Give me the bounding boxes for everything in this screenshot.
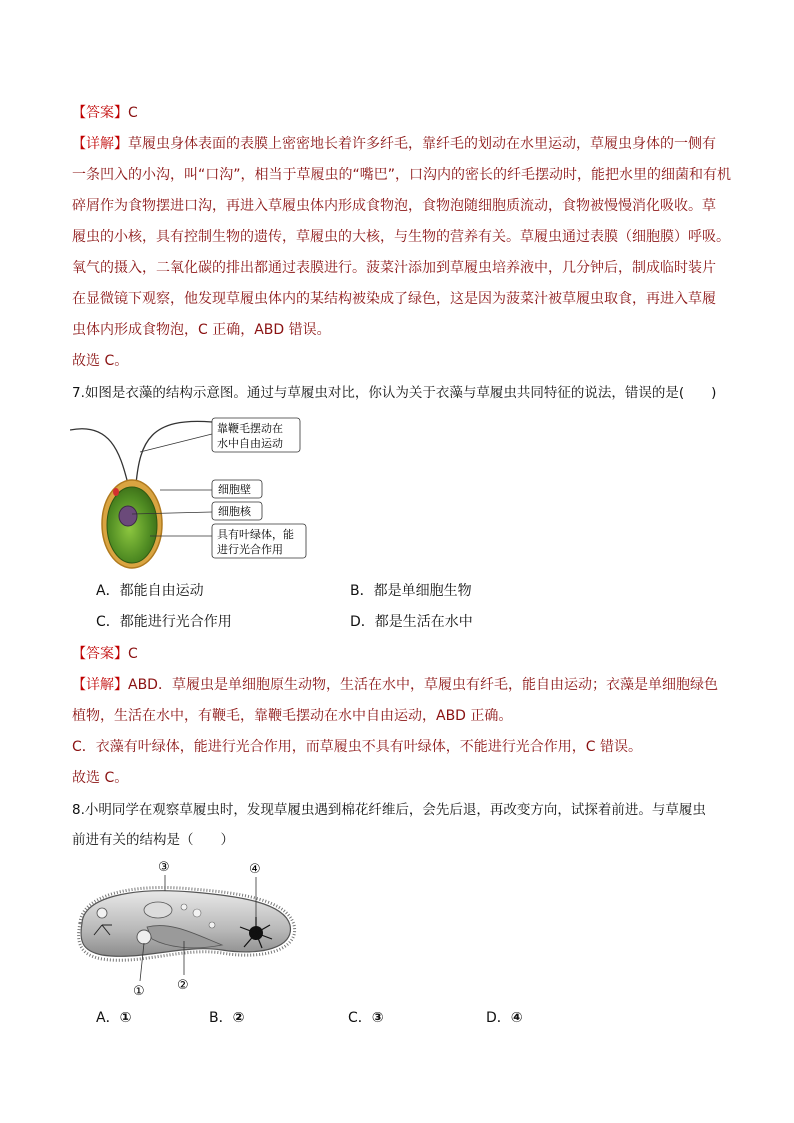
q6-detail-line: 一条凹入的小沟，叫“口沟”，相当于草履虫的“嘴巴”，口沟内的密长的纤毛摆动时，能把水里的细菌和有机 [72,167,732,183]
label-chloroplast-line1: 具有叶绿体，能 [217,528,294,541]
q7-option-d[interactable]: D．都是生活在水中 [350,614,473,630]
q6-detail-line: 【详解】草履虫身体表面的表膜上密密地长着许多纤毛，靠纤毛的划动在水里运动，草履虫身体的一侧有 [72,136,716,152]
label-chloroplast-line2: 进行光合作用 [217,543,283,556]
q6-conclusion: 故选 C。 [72,353,129,369]
q6-detail-line: 履虫的小核，具有控制生物的遗传，草履虫的大核，与生物的营养有关。草履虫通过表膜（细胞膜）呼吸。 [72,229,730,245]
q8-option-a[interactable]: A．① [96,1010,132,1026]
answer-tag: 【答案】 [72,646,128,662]
paramecium-diagram [72,855,302,1000]
q8-option-b[interactable]: B．② [209,1010,245,1026]
q8-stem-line1: 8.小明同学在观察草履虫时，发现草履虫遇到棉花纤维后，会先后退，再改变方向，试探着前进。与草履虫 [72,802,706,818]
q6-detail-line: 在显微镜下观察，他发现草履虫体内的某结构被染成了绿色，这是因为菠菜汁被草履虫取食，再进入草履 [72,291,716,307]
q7-answer [72,644,138,664]
q7-detail-line: 【详解】ABD．草履虫是单细胞原生动物，生活在水中，草履虫有纤毛，能自由运动；衣藻是单细胞绿色 [72,677,718,693]
q7-detail-line: 植物，生活在水中，有鞭毛，靠鞭毛摆动在水中自由运动，ABD 正确。 [72,708,513,724]
detail-tag: 【详解】 [72,677,128,693]
q7-option-c[interactable]: C．都能进行光合作用 [96,614,232,630]
q6-detail-line: 碎屑作为食物摆进口沟，再进入草履虫体内形成食物泡，食物泡随细胞质流动，食物被慢慢消化吸收。草 [72,198,716,214]
label-n2: ② [177,978,189,993]
q8-option-d[interactable]: D．④ [486,1010,523,1026]
q6-detail-line: 虫体内形成食物泡，C 正确，ABD 错误。 [72,322,331,338]
label-n1: ① [133,984,145,999]
q8-option-c[interactable]: C．③ [348,1010,384,1026]
label-n3: ③ [158,860,170,875]
q7-detail-line: C．衣藻有叶绿体，能进行光合作用，而草履虫不具有叶绿体，不能进行光合作用，C 错误。 [72,739,642,755]
label-n4: ④ [249,862,261,877]
answer-tag: 【答案】 [72,105,128,121]
q7-conclusion: 故选 C。 [72,770,129,786]
detail-tag: 【详解】 [72,136,128,152]
label-flagella-line1: 靠鞭毛摆动在 [217,422,283,435]
q7-option-b[interactable]: B．都是单细胞生物 [350,583,472,599]
chlamydomonas-diagram [70,412,320,572]
answer-value: C [128,105,138,121]
answer-value: C [128,646,138,662]
label-flagella-line2: 水中自由运动 [217,437,283,450]
label-nucleus: 细胞核 [218,505,251,518]
q7-option-a[interactable]: A．都能自由运动 [96,583,204,599]
label-cell-wall: 细胞壁 [218,483,251,496]
q7-stem: 7.如图是衣藻的结构示意图。通过与草履虫对比，你认为关于衣藻与草履虫共同特征的说法，错误的是( ) [72,385,717,401]
q6-answer [72,103,138,123]
q6-detail-line: 氧气的摄入，二氧化碳的排出都通过表膜进行。菠菜汁添加到草履虫培养液中，几分钟后，制成临时装片 [72,260,716,276]
q8-stem-line2: 前进有关的结构是（ ） [72,832,234,848]
